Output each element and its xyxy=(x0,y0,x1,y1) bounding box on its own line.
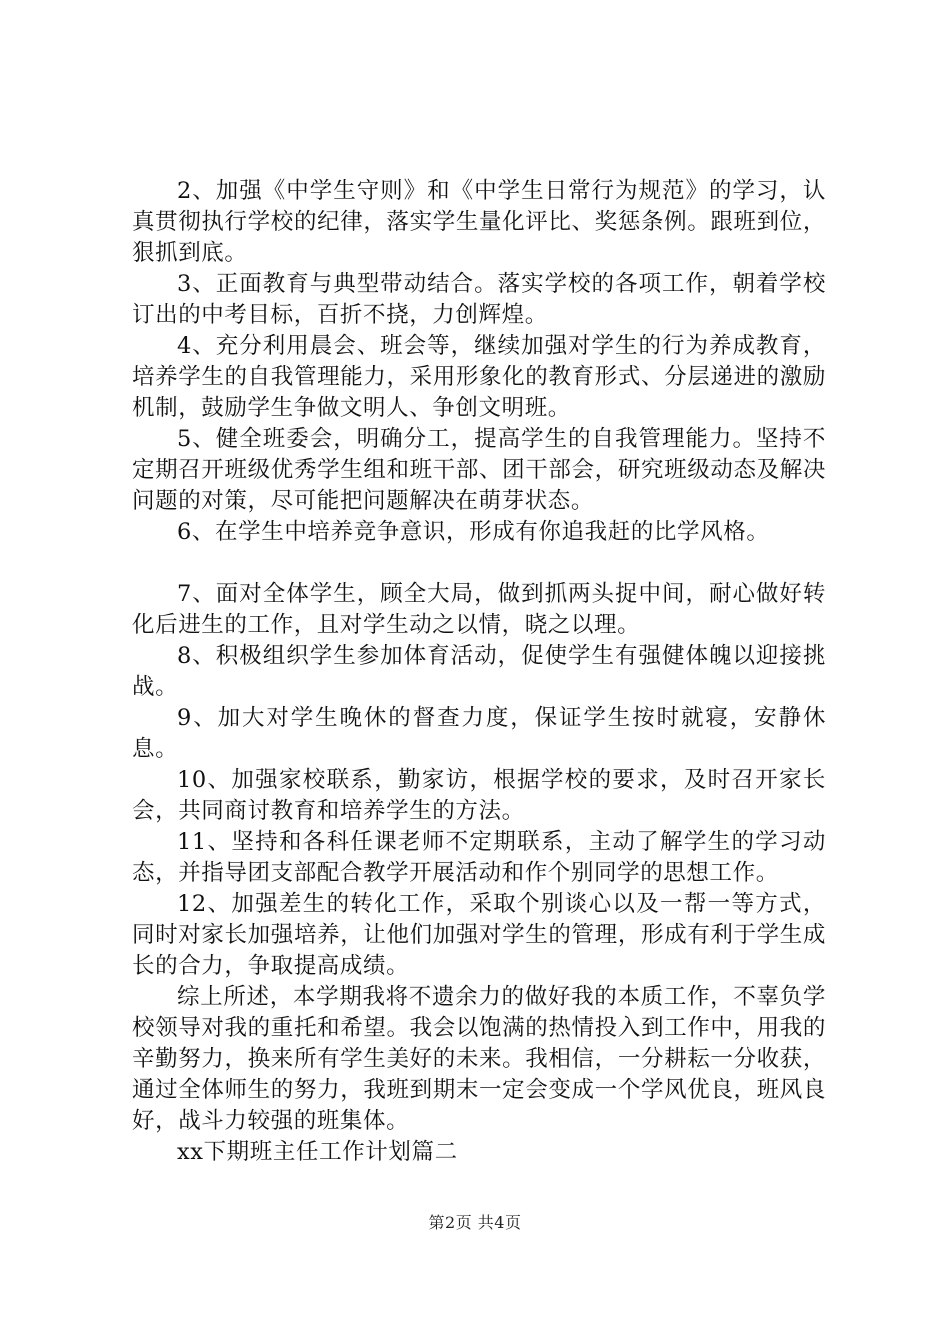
paragraph-item-2: 2、加强《中学生守则》和《中学生日常行为规范》的学习，认真贯彻执行学校的纪律，落实学生量化评比、奖惩条例。跟班到位，狠抓到底。 xyxy=(132,178,826,266)
paragraph-item-6: 6、在学生中培养竞争意识，形成有你追我赶的比学风格。 xyxy=(177,519,770,545)
paragraph-item-10: 10、加强家校联系，勤家访，根据学校的要求，及时召开家长会，共同商讨教育和培养学生的方法。 xyxy=(132,767,826,824)
paragraph-item-5: 5、健全班委会，明确分工，提高学生的自我管理能力。坚持不定期召开班级优秀学生组和班干部、团干部会，研究班级动态及解决问题的对策，尽可能把问题解决在萌芽状态。 xyxy=(132,426,826,514)
summary-paragraph: 综上所述，本学期我将不遗余力的做好我的本质工作，不辜负学校领导对我的重托和希望。我会以饱满的热情投入到工作中，用我的辛勤努力，换来所有学生美好的未来。我相信，一分耕耘一分收获，通过全体师生的努力，我班到期末一定会变成一个学风优良，班风良好，战斗力较强的班集体。 xyxy=(132,984,826,1134)
section-heading: xx下期班主任工作计划篇二 xyxy=(177,1139,458,1165)
paragraph-item-11: 11、坚持和各科任课老师不定期联系，主动了解学生的学习动态，并指导团支部配合教学开展活动和作个别同学的思想工作。 xyxy=(132,829,826,886)
document-body xyxy=(132,176,826,1168)
paragraph-item-8: 8、积极组织学生参加体育活动，促使学生有强健体魄以迎接挑战。 xyxy=(132,643,826,700)
paragraph-item-3: 3、正面教育与典型带动结合。落实学校的各项工作，朝着学校订出的中考目标，百折不挠，力创辉煌。 xyxy=(132,271,826,328)
paragraph-item-7: 7、面对全体学生，顾全大局，做到抓两头捉中间，耐心做好转化后进生的工作，且对学生动之以情，晓之以理。 xyxy=(132,581,826,638)
page-number-footer: 第2页 共4页 xyxy=(428,1213,522,1232)
paragraph-item-12: 12、加强差生的转化工作，采取个别谈心以及一帮一等方式，同时对家长加强培养，让他们加强对学生的管理，形成有利于学生成长的合力，争取提高成绩。 xyxy=(132,891,826,979)
paragraph-item-9: 9、加大对学生晚休的督查力度，保证学生按时就寝，安静休息。 xyxy=(132,705,826,762)
paragraph-item-4: 4、充分利用晨会、班会等，继续加强对学生的行为养成教育，培养学生的自我管理能力，采用形象化的教育形式、分层递进的激励机制，鼓励学生争做文明人、争创文明班。 xyxy=(132,333,826,421)
paragraph-gap xyxy=(132,548,826,579)
